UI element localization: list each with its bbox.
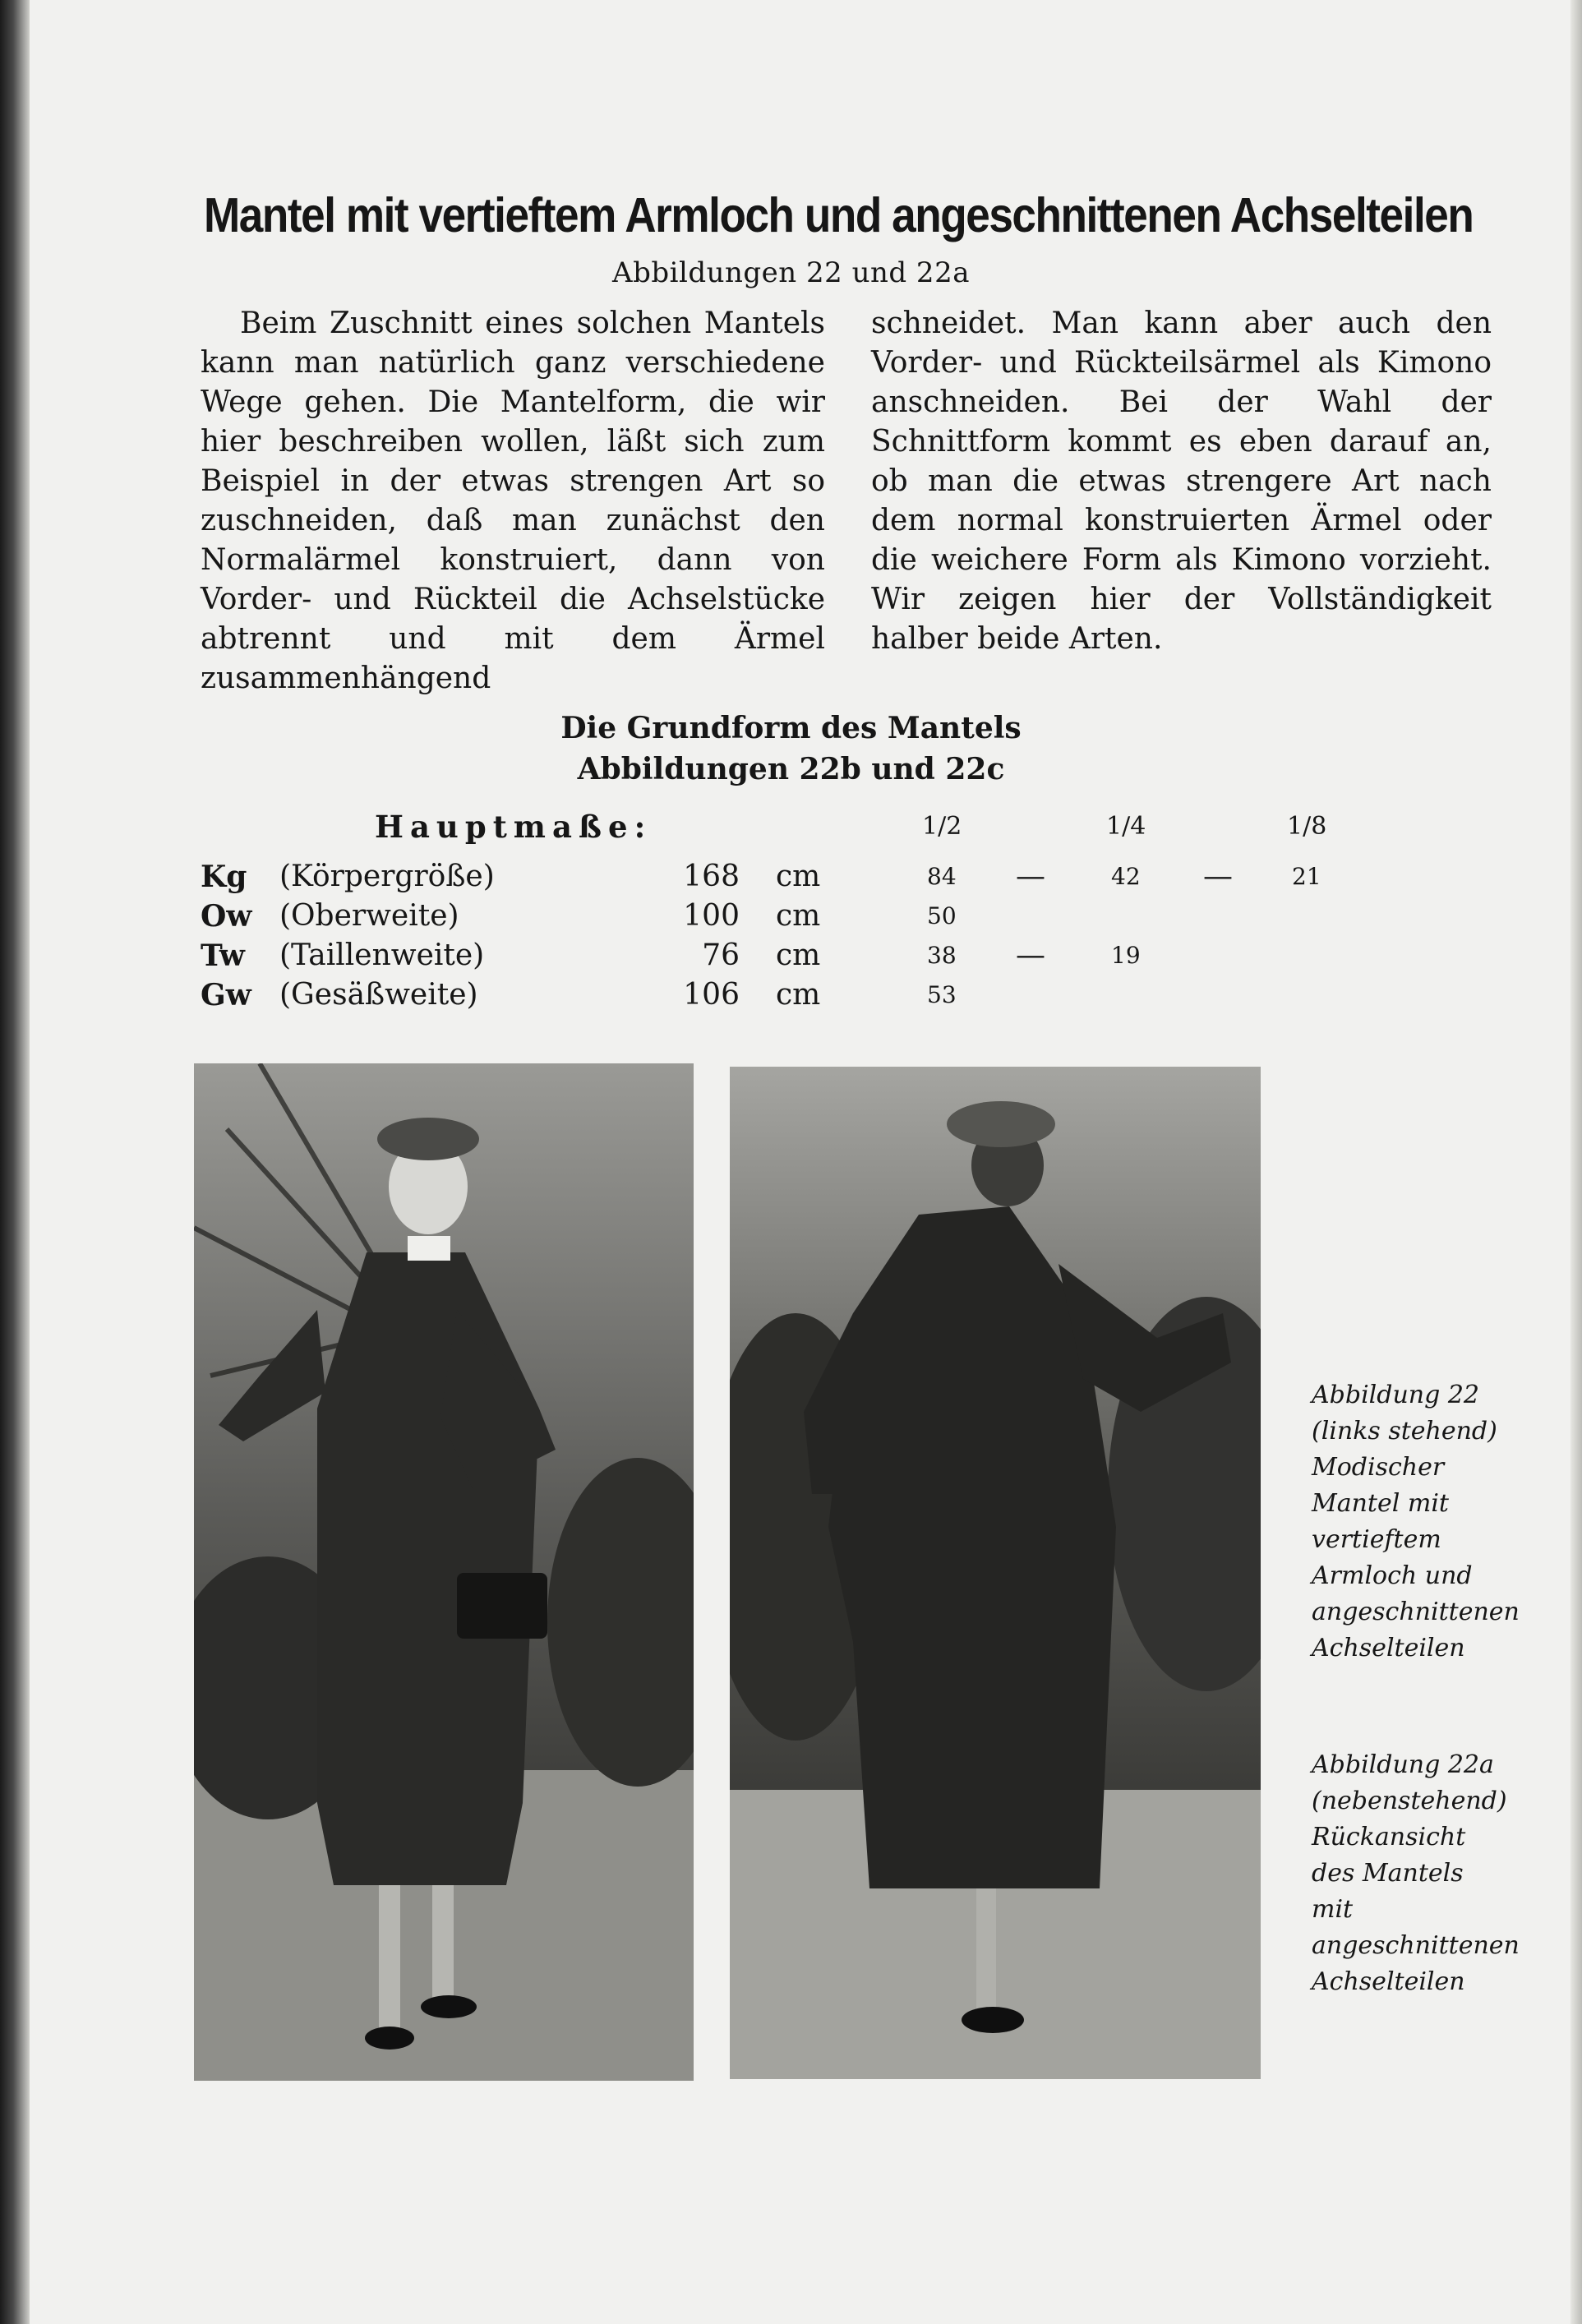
intro-text-right: schneidet. Man kann aber auch den Vorder- und Rückteilsärmel als Kimono anschneiden. Bei der Wahl der Schnittform kommt es eben darauf an, ob man die etwas strengere Art nach dem normal konstruierten Ärmel oder die weichere Form als Kimono vorzieht. Wir zeigen hier der Vollständigkeit halber beide Arten. bbox=[871, 307, 1492, 656]
photo-back-view bbox=[730, 1067, 1261, 2079]
photo-front-view-image bbox=[194, 1063, 694, 2081]
intro-text-left: Beim Zuschnitt eines solchen Mantels kann man natürlich ganz verschiedene Wege gehen. Die Mantelform, die wir hier beschreiben wollen, läßt sich zum Beispiel in der etwas strengen Art so zuschneiden, daß man zunächst den Normalärmel konstruiert, dann von Vorder- und Rückteil die Achselstücke abtrennt und mit dem Ärmel zusammenhängend bbox=[201, 307, 825, 695]
caption-figure-22: Abbildung 22 (links stehend) Modischer Mantel mit vertieftem Armloch und angeschnittenen Achselteilen bbox=[1312, 1381, 1520, 1662]
photo-back-view-image bbox=[730, 1067, 1261, 2079]
fraction-half-label: 1/2 bbox=[922, 812, 962, 841]
measure-quarter: 42 bbox=[1111, 863, 1141, 890]
measure-value: 76 bbox=[702, 938, 740, 972]
measure-abbr: Gw bbox=[201, 978, 251, 1012]
measure-unit: cm bbox=[776, 899, 821, 933]
photo-front-view bbox=[194, 1063, 694, 2081]
measures-heading: Hauptmaße: bbox=[375, 809, 653, 845]
measure-half: 50 bbox=[927, 902, 957, 929]
page-subtitle: Abbildungen 22 und 22a bbox=[612, 256, 970, 289]
measure-value: 106 bbox=[683, 978, 740, 1012]
measure-half: 38 bbox=[927, 942, 957, 969]
section-heading: Die Grundform des Mantels bbox=[560, 711, 1022, 745]
measure-dash: — bbox=[1016, 860, 1045, 893]
measure-eighth: 21 bbox=[1292, 863, 1321, 890]
measure-abbr: Kg bbox=[201, 860, 247, 894]
measure-name: (Oberweite) bbox=[279, 899, 459, 933]
fraction-eighth-label: 1/8 bbox=[1287, 812, 1327, 841]
measure-abbr: Tw bbox=[201, 938, 245, 973]
measure-dash: — bbox=[1016, 938, 1045, 972]
measure-unit: cm bbox=[776, 978, 821, 1012]
measure-dash: — bbox=[1203, 860, 1233, 893]
measure-value: 168 bbox=[683, 860, 740, 893]
page-right-edge bbox=[1570, 0, 1582, 2324]
measure-row bbox=[0, 899, 1582, 938]
page-binding-edge bbox=[0, 0, 30, 2324]
measure-value: 100 bbox=[683, 899, 740, 933]
caption-figure-22a: Abbildung 22a (nebenstehend) Rückansicht des Mantels mit angeschnittenen Achselteilen bbox=[1312, 1750, 1520, 1996]
measure-half: 84 bbox=[927, 863, 957, 890]
measure-unit: cm bbox=[776, 860, 821, 893]
measure-row bbox=[0, 938, 1582, 978]
measure-abbr: Ow bbox=[201, 899, 252, 934]
measure-row bbox=[0, 860, 1582, 899]
measure-name: (Gesäßweite) bbox=[279, 978, 478, 1012]
measure-name: (Körpergröße) bbox=[279, 860, 495, 893]
section-subheading: Abbildungen 22b und 22c bbox=[577, 752, 1005, 786]
measure-half: 53 bbox=[927, 981, 957, 1008]
measure-row bbox=[0, 978, 1582, 1017]
measure-name: (Taillenweite) bbox=[279, 938, 485, 972]
fraction-quarter-label: 1/4 bbox=[1106, 812, 1146, 841]
measure-unit: cm bbox=[776, 938, 821, 972]
measure-quarter: 19 bbox=[1111, 942, 1141, 969]
page-title: Mantel mit vertieftem Armloch und angeschnittenen Achselteilen bbox=[204, 188, 1474, 242]
